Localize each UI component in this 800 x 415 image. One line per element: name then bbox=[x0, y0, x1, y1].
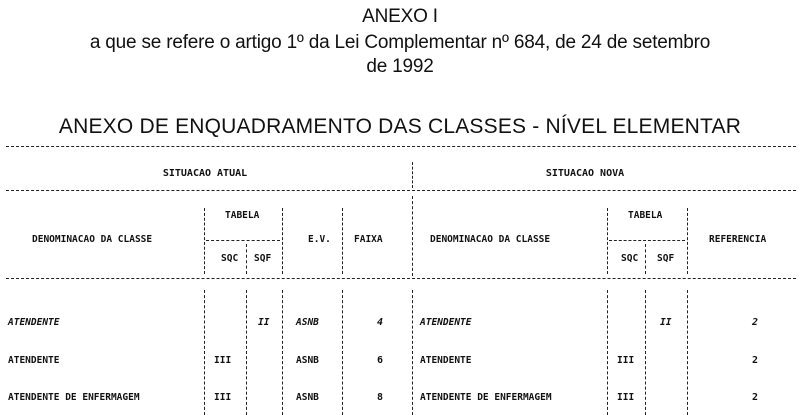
separator-ev-faixa bbox=[342, 208, 343, 274]
annex-heading: ANEXO I bbox=[362, 6, 438, 27]
tabela-subrule-atual bbox=[206, 240, 280, 241]
cell-classe-nova: ATENDENTE DE ENFERMAGEM bbox=[420, 392, 552, 403]
header-tabela-nova: TABELA bbox=[628, 210, 663, 221]
tabela-subrule-nova bbox=[609, 240, 685, 241]
cell-classe: ATENDENTE DE ENFERMAGEM bbox=[8, 392, 140, 403]
body-separator-1 bbox=[204, 290, 205, 415]
cell-sqc-nova: III bbox=[617, 392, 635, 403]
body-separator-3 bbox=[282, 290, 283, 415]
header-ev: E.V. bbox=[308, 234, 331, 245]
header-tabela-atual: TABELA bbox=[225, 210, 260, 221]
header-sqf-atual: SQF bbox=[254, 253, 272, 264]
cell-ev: ASNB bbox=[296, 355, 319, 366]
cell-ev: ASNB bbox=[296, 392, 319, 403]
separator-mid-group bbox=[412, 162, 413, 188]
cell-classe: ATENDENTE bbox=[8, 355, 60, 366]
cell-classe-nova: ATENDENTE bbox=[420, 317, 472, 328]
body-separator-5 bbox=[412, 290, 413, 415]
annex-reference-line: a que se refere o artigo 1º da Lei Complementar nº 684, de 24 de setembro bbox=[89, 32, 711, 53]
cell-faixa: 8 bbox=[376, 392, 384, 403]
cell-referencia: 2 bbox=[751, 355, 759, 366]
cell-sqc: III bbox=[214, 392, 232, 403]
header-denominacao-atual: DENOMINACAO DA CLASSE bbox=[32, 234, 153, 245]
document-title: ANEXO DE ENQUADRAMENTO DAS CLASSES - NÍVEL ELEMENTAR bbox=[58, 115, 742, 138]
header-denominacao-nova: DENOMINACAO DA CLASSE bbox=[430, 234, 551, 245]
body-separator-6 bbox=[607, 290, 608, 415]
cell-faixa: 4 bbox=[376, 317, 384, 328]
separator-sqc-sqf-nova bbox=[645, 244, 646, 274]
header-referencia: REFERENCIA bbox=[709, 234, 767, 245]
cell-sqf-nova: II bbox=[660, 317, 672, 328]
group-situacao-nova: SITUACAO NOVA bbox=[545, 168, 625, 179]
cell-sqc-nova: III bbox=[617, 355, 635, 366]
header-sqf-nova: SQF bbox=[657, 253, 675, 264]
group-situacao-atual: SITUACAO ATUAL bbox=[162, 168, 248, 179]
body-separator-7 bbox=[645, 290, 646, 415]
separator-mid-header bbox=[412, 196, 413, 276]
annex-reference-line-2: de 1992 bbox=[366, 56, 434, 77]
body-separator-4 bbox=[342, 290, 343, 415]
cell-referencia: 2 bbox=[751, 392, 759, 403]
header-faixa: FAIXA bbox=[354, 234, 383, 245]
cell-sqf: II bbox=[258, 317, 270, 328]
header-sqc-atual: SQC bbox=[221, 253, 239, 264]
body-separator-2 bbox=[246, 290, 247, 415]
cell-classe-nova: ATENDENTE bbox=[420, 355, 472, 366]
body-separator-8 bbox=[687, 290, 688, 415]
table-rule-top bbox=[6, 146, 796, 147]
cell-classe: ATENDENTE bbox=[8, 317, 60, 328]
header-sqc-nova: SQC bbox=[621, 253, 639, 264]
cell-referencia: 2 bbox=[751, 317, 759, 328]
cell-faixa: 6 bbox=[376, 355, 384, 366]
cell-ev: ASNB bbox=[296, 317, 319, 328]
separator-tabela-nova-right bbox=[687, 208, 688, 274]
separator-sqc-sqf bbox=[246, 244, 247, 274]
separator-tabela-left bbox=[204, 208, 205, 274]
separator-tabela-nova-left bbox=[607, 208, 608, 274]
separator-tabela-right bbox=[282, 208, 283, 274]
table-rule-header bbox=[6, 278, 796, 279]
table-rule-group bbox=[6, 190, 796, 191]
cell-sqc: III bbox=[214, 355, 232, 366]
